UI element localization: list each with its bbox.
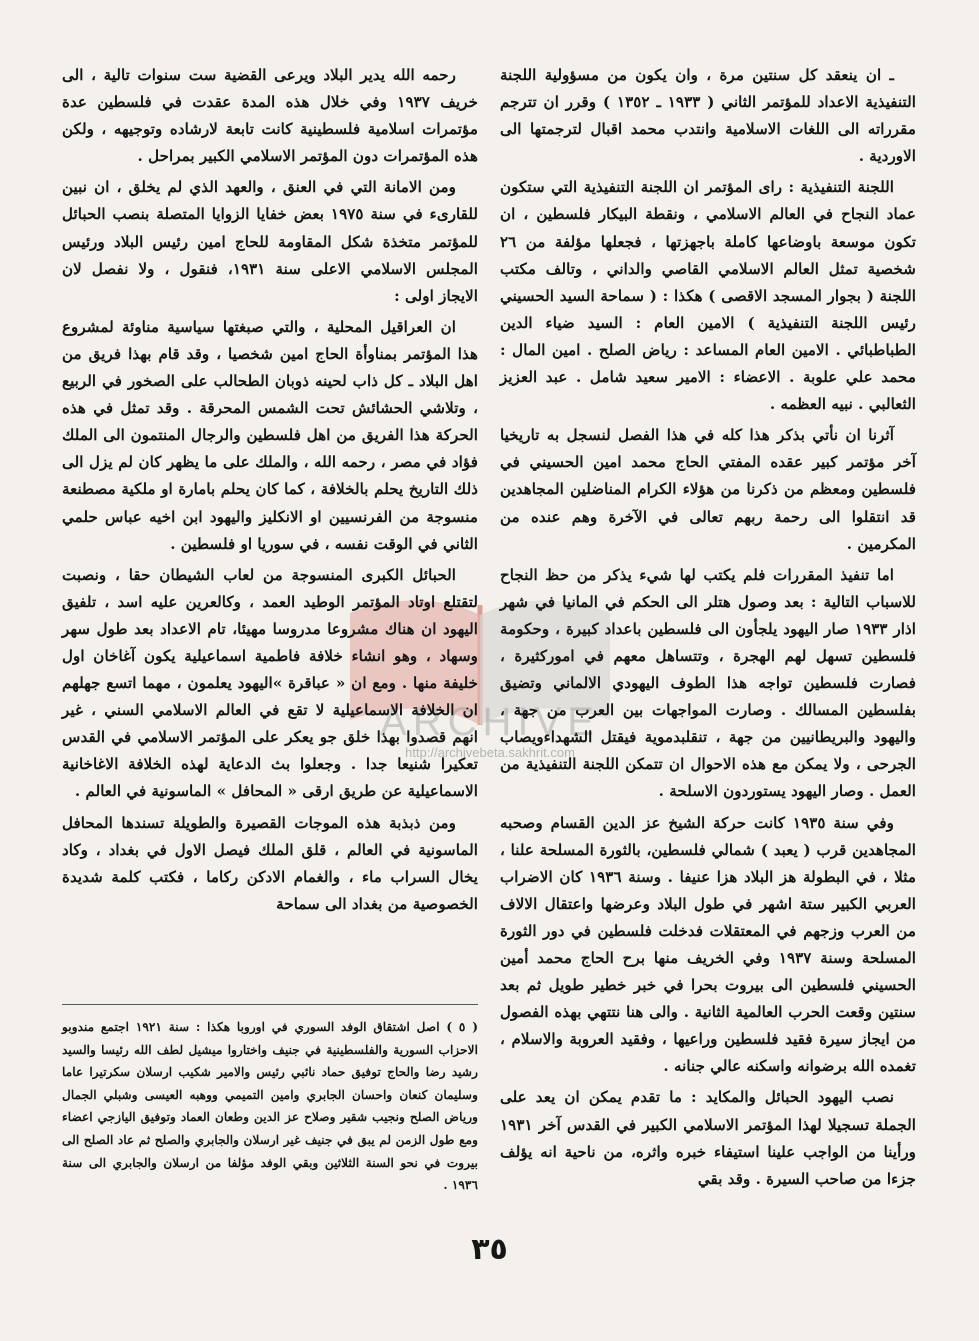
paragraph: ومن ذبذبة هذه الموجات القصيرة والطويلة تسندها المحافل الماسونية في العالم ، قلق الملك فيصل الاول في بغداد ، وكاد يخال السراب ماء ، والغمام الادكن ركاما ، فكتب كلمة شديدة الخصوصية من بغداد الى سماحة bbox=[62, 813, 478, 913]
page-number: ٣٥ bbox=[471, 1232, 508, 1267]
paragraph: ـ ان ينعقد كل سنتين مرة ، وان يكون من مسؤولية اللجنة التنفيذية الاعداد للمؤتمر الثاني ( ١٩٣٣ ـ ١٣٥٢ ) وقرر ان تترجم مقرراته الى اللغات الاسلامية وانتدب محمد اقبال لترجمتها الى الاوردية . bbox=[500, 66, 916, 166]
left-column bbox=[62, 62, 478, 922]
footnote-divider bbox=[62, 1004, 478, 1005]
right-column bbox=[500, 62, 916, 1197]
watermark-url: http://archivebeta.sakhrit.com bbox=[405, 745, 575, 760]
paragraph: الحبائل الكبرى المنسوجة من لعاب الشيطان حقا ، ونصبت لتقتلع اوتاد المؤتمر الوطيد العمد ، وكالعرين عليه اسد ، تلفيق اليهود ان هناك مشروعا مدروسا مهيئا، تام الاعداد بعد طول سهر وسهاد ، وهو انشاء خلافة فاطمية اسماعيلية يكون آغاخان اول خليفة منها . ومع ان « عباقرة »اليهود يعلمون ، مهما اتسع جهلهم ان الخلافة الاسماعيلية لا تقع في العالم الاسلامي السني ، غير انهم قصدوا بهذا خلق جو يعكر على المؤتمر الاسلامي في القدس تعكيرا شنيعا جدا . وجعلوا بث الدعاية لهذه الخلافة الاغاخانية الاسماعيلية عن طريق ارقى « المحافل » الماسونية في العالم . bbox=[62, 565, 478, 801]
paragraph: آثرنا ان نأتي بذكر هذا كله في هذا الفصل لنسجل به تاريخيا آخر مؤتمر كبير عقده المفتي الحاج محمد امين الحسيني في فلسطين ومعظم من ذكرنا من هؤلاء الكرام المناضلين المجاهدين قد انتقلوا الى رحمة ربهم تعالى في الآخرة وهم عنده من المكرمين . bbox=[500, 426, 916, 553]
footnote: ( ٥ ) اصل اشتقاق الوفد السوري في اوروبا هكذا : سنة ١٩٢١ اجتمع مندوبو الاحزاب السورية والفلسطينية في جنيف واختاروا ميشيل لطف الله رئيسا والسيد رشيد رضا والحاج توفيق حماد نائبي رئيس والامير شكيب ارسلان سكرتيرا عاما وسليمان كنعان واحسان الجابري وامين التميمي ووهبه العيسى وشبلي الجمال ورياض الصلح ونجيب شقير وصلاح عز الدين وطعان العماد وتوفيق اليازجي اعضاء ومع طول الزمن لم يبق في جنيف غير ارسلان والجابري والصلح ثم عاد الصلح الى بيروت في نحو السنة الثلاثين وبقي الوفد مؤلفا من ارسلان والجابري الى سنة ١٩٣٦ . bbox=[62, 1020, 478, 1193]
paragraph: ان العراقيل المحلية ، والتي صبغتها سياسية مناوئة لمشروع هذا المؤتمر بمناوأة الحاج امين شخصيا ، وقد قام بهذا فريق من اهل البلاد ـ كل ذاب لحينه ذوبان الطحالب على الصخور في الربيع ، وتلاشي الحشائش تحت الشمس المحرقة . وقد تمثل في هذه الحركة هذا الفريق من اهل فلسطين والرجال المنتمون الى الملك فؤاد في مصر ، رحمه الله ، والملك على ما يظهر كان لم يزل الى ذلك التاريخ يحلم بالخلافة ، كما كان يحلم بامارة او ملكية مصطنعة منسوجة من الفرنسيين او الانكليز واليهود ابن اخيه عباس حلمي الثاني في الوقت نفسه ، في سوريا او فلسطين . bbox=[62, 317, 478, 553]
paragraph: اللجنة التنفيذية : راى المؤتمر ان اللجنة التنفيذية التي ستكون عماد النجاح في العالم الاسلامي ، ونقطة البيكار فلسطين ، ان تكون موسعة باوضاعها كاملة باجهزتها ، فجعلها مؤلفة من ٢٦ شخصية تمثل العالم الاسلامي القاصي والداني ، وتالف مكتب اللجنة ( بجوار المسجد الاقصى ) هكذا : ( سماحة السيد الحسيني رئيس اللجنة التنفيذية ) الامين العام : السيد ضياء الدين الطباطبائي . الامين العام المساعد : رياض الصلح . امين المال : محمد علي علوبة . الاعضاء : الامير سعيد شامل . عبد العزيز الثعالبي . نبيه العظمه . bbox=[500, 178, 916, 414]
paragraph: رحمه الله يدير البلاد ويرعى القضية ست سنوات تالية ، الى خريف ١٩٣٧ وفي خلال هذه المدة عقدت في فلسطين عدة مؤتمرات اسلامية فلسطينية كانت تابعة لارشاده وتوجيهه ، ولكن هذه المؤتمرات دون المؤتمر الاسلامي الكبير بمراحل . bbox=[62, 66, 478, 166]
paragraph: وفي سنة ١٩٣٥ كانت حركة الشيخ عز الدين القسام وصحبه المجاهدين قرب ( يعبد ) شمالي فلسطين، بالثورة المسلحة علنا ، مثلا ، في البطولة هز البلاد هزا عنيفا . وسنة ١٩٣٦ كان الاضراب العربي الكبير ستة اشهر في طول البلاد وعرضها واعتقال الالاف من العرب وزجهم في المعتقلات فدخلت فلسطين في دور الثورة المسلحة وسنة ١٩٣٧ وفي الخريف منها برح الحاج محمد أمين الحسيني فلسطين الى بيروت بحرا في خبر خطير طويل ثم بعد سنتين وقعت الحرب العالمية الثانية . والى هنا نتتهي بهذه الفصول من ايجاز سيرة فقيد فلسطين وراعيها ، وفقيد العروبة والاسلام ، تغمده الله برضوانه واسكنه عالي جنانه . bbox=[500, 813, 916, 1076]
watermark-text: ARCHIVE bbox=[380, 700, 600, 744]
paragraph: اما تنفيذ المقررات فلم يكتب لها شيء يذكر من حظ النجاح للاسباب التالية : بعد وصول هتلر الى الحكم في المانيا في شهر اذار ١٩٣٣ صار اليهود يلجأون الى فلسطين باعداد كبيرة ، وحكومة فلسطين تسهل لهم الهجرة ، وتتساهل معهم في اموركثيرة ، فصارت فلسطين تواجه هذا الطوف اليهودي الالماني وتضيق بفلسطين المسالك . وصارت المواجهات بين العرب من جهة ، واليهود والبريطانيين من جهة ، تنقلبدموية فيقتل الشهداءويصاب الجرحى ، ولا يمكن مع هذه الاحوال ان تتمكن اللجنة التنفيذية من العمل . وصار اليهود يستوردون الاسلحة . bbox=[500, 565, 917, 801]
paragraph: ومن الامانة التي في العنق ، والعهد الذي لم يخلق ، ان نبين للقارىء في سنة ١٩٧٥ بعض خفايا الزوايا المتصلة بنصب الحبائل للمؤتمر متخذة شكل المقاومة للحاج امين رئيس البلاد ورئيس المجلس الاسلامي الاعلى سنة ١٩٣١، فنقول ، ولا نفصل لان الايجاز اولى : bbox=[62, 178, 479, 305]
paragraph: نصب اليهود الحبائل والمكايد : ما تقدم يمكن ان يعد على الجملة تسجيلا لهذا المؤتمر الاسلامي الكبير في القدس آخر ١٩٣١ ورأينا من الواجب علينا استيفاء خبره واثره، من ناحية انه يؤلف جزءا من صاحب السيرة . وقد بقي bbox=[500, 1088, 916, 1188]
